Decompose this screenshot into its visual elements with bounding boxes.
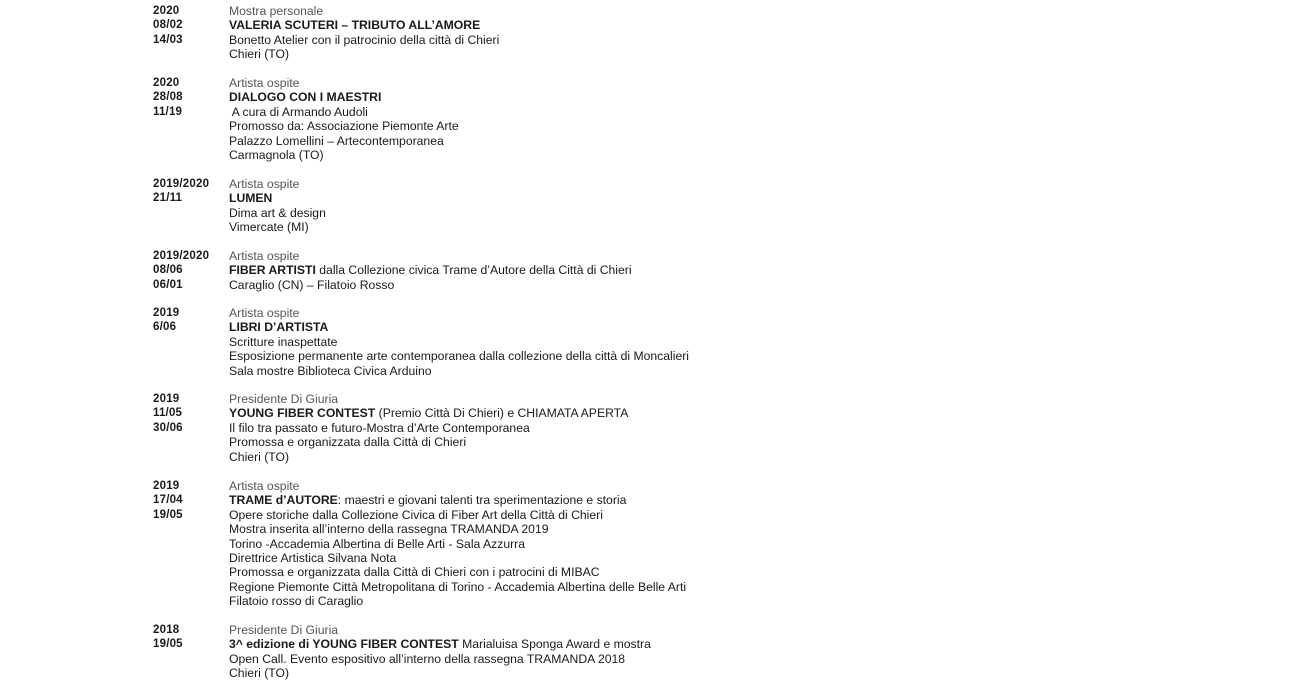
entry-title-rest: Marialuisa Sponga Award e mostra — [458, 637, 651, 652]
entry-role: Artista ospite — [229, 76, 300, 90]
entry-title-bold: YOUNG FIBER CONTEST — [229, 406, 376, 421]
entry-role: Presidente Di Giuria — [229, 392, 339, 406]
date-line: 2019/2020 — [153, 178, 210, 190]
entry-line: Sala mostre Biblioteca Civica Arduino — [229, 363, 432, 378]
entry-line: Promossa e organizzata dalla Città di Chieri con i patrocini di MIBAC — [229, 565, 600, 580]
entry-title-bold: FIBER ARTISTI — [229, 263, 316, 278]
entry-line: Esposizione permanente arte contemporanea dalla collezione della città di Moncalieri — [229, 349, 690, 364]
date-line: 11/05 — [153, 407, 183, 420]
entry-title-bold: LUMEN — [229, 191, 273, 206]
entry-title — [229, 637, 651, 651]
entry-title-rest: : maestri e giovani talenti tra sperimentazione e storia — [337, 493, 627, 508]
entry-title — [229, 191, 326, 205]
date-line: 14/03 — [153, 33, 183, 46]
date-line: 2019 — [153, 307, 180, 319]
entry-dates — [153, 76, 183, 119]
entry-body — [229, 392, 628, 464]
entry-title-rest: (Premio Città Di Chieri) e CHIAMATA APERTA — [375, 406, 629, 421]
entry-title-bold: VALERIA SCUTERI – TRIBUTO ALL’AMORE — [229, 18, 481, 33]
date-line: 6/06 — [153, 321, 177, 334]
entry-title — [229, 320, 689, 334]
entry-line: Regione Piemonte Città Metropolitana di Torino - Accademia Albertina delle Belle Arti — [229, 579, 687, 594]
entry-role: Presidente Di Giuria — [229, 623, 339, 637]
date-line: 11/19 — [153, 105, 183, 118]
entry-title-bold: TRAME d’AUTORE — [229, 493, 338, 508]
entry-title-bold: LIBRI D’ARTISTA — [229, 320, 329, 335]
entry-body — [229, 249, 632, 292]
entry-dates — [153, 249, 209, 292]
entry-line: Mostra inserita all’interno della rassegna TRAMANDA 2019 — [229, 522, 549, 537]
date-line: 19/05 — [153, 638, 183, 651]
date-line: 08/02 — [153, 19, 183, 32]
date-line: 2019 — [153, 480, 180, 492]
entry-dates — [153, 392, 183, 435]
date-line: 17/04 — [153, 494, 183, 507]
date-line: 08/06 — [153, 264, 183, 277]
entry-role: Mostra personale — [229, 4, 324, 18]
entry-line: Bonetto Atelier con il patrocinio della città di Chieri — [229, 32, 500, 47]
date-line: 2019 — [153, 393, 180, 405]
entry-role: Artista ospite — [229, 177, 300, 191]
entry-title — [229, 493, 686, 507]
entry-line: Carmagnola (TO) — [229, 148, 324, 163]
date-line: 19/05 — [153, 508, 183, 521]
entry-body — [229, 623, 651, 681]
entry-line: Vimercate (MI) — [229, 220, 309, 235]
entry-dates — [153, 177, 209, 206]
entry-line: Open Call. Evento espositivo all’interno della rassegna TRAMANDA 2018 — [229, 651, 626, 666]
entry-line: A cura di Armando Audoli — [229, 104, 368, 119]
entry-line: Direttrice Artistica Silvana Nota — [229, 551, 397, 566]
entry-body — [229, 76, 459, 162]
entry-title — [229, 263, 632, 277]
entry-line: Chieri (TO) — [229, 666, 290, 681]
entry-line: Il filo tra passato e futuro-Mostra d’Arte Contemporanea — [229, 420, 530, 435]
date-line: 2020 — [153, 5, 180, 17]
entry-line: Filatoio rosso di Caraglio — [229, 594, 364, 609]
entry-dates — [153, 479, 183, 522]
entry-dates — [153, 4, 183, 47]
entry-line: Torino -Accademia Albertina di Belle Arti - Sala Azzurra — [229, 536, 526, 551]
date-line: 2019/2020 — [153, 250, 210, 262]
entry-body — [229, 306, 689, 378]
date-line: 30/06 — [153, 421, 183, 434]
entry-line: Caraglio (CN) – Filatoio Rosso — [229, 277, 395, 292]
entry-role: Artista ospite — [229, 306, 300, 320]
entry-title — [229, 406, 628, 420]
date-line: 06/01 — [153, 278, 183, 291]
entry-title-bold: DIALOGO CON I MAESTRI — [229, 90, 382, 105]
entry-line: Opere storiche dalla Collezione Civica di Fiber Art della Città di Chieri — [229, 507, 603, 522]
entry-title — [229, 18, 499, 32]
entry-line: Chieri (TO) — [229, 47, 290, 62]
entry-line: Promosso da: Associazione Piemonte Arte — [229, 119, 459, 134]
entry-body — [229, 177, 326, 235]
entry-title — [229, 90, 459, 104]
entry-role: Artista ospite — [229, 249, 300, 263]
entry-line: Palazzo Lomellini – Artecontemporanea — [229, 133, 444, 148]
date-line: 2020 — [153, 77, 180, 89]
entry-title-bold: 3^ edizione di YOUNG FIBER CONTEST — [229, 637, 459, 652]
entry-line: Scritture inaspettate — [229, 334, 338, 349]
entry-title-rest: dalla Collezione civica Trame d’Autore della Città di Chieri — [315, 263, 632, 278]
entry-dates — [153, 306, 179, 335]
entry-line: Dima art & design — [229, 205, 326, 220]
entry-body — [229, 479, 686, 609]
date-line: 28/08 — [153, 91, 183, 104]
entry-role: Artista ospite — [229, 479, 300, 493]
entry-line: Promossa e organizzata dalla Città di Chieri — [229, 435, 467, 450]
entry-line: Chieri (TO) — [229, 449, 290, 464]
entry-dates — [153, 623, 183, 652]
entry-body — [229, 4, 499, 62]
date-line: 21/11 — [153, 192, 183, 205]
date-line: 2018 — [153, 624, 180, 636]
